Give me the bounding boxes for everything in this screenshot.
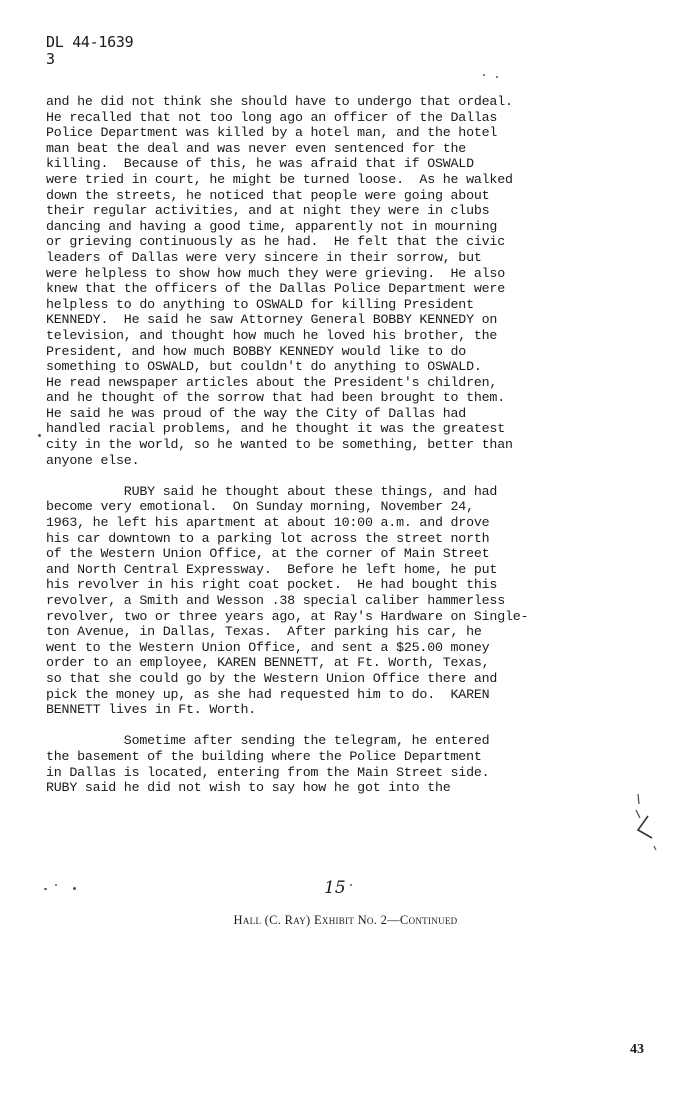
- file-number: DL 44-1639: [46, 33, 134, 51]
- scan-speck: [55, 884, 57, 886]
- scan-speck: [38, 434, 41, 437]
- scan-speck: [44, 888, 47, 890]
- body-paragraph: RUBY said he thought about these things, and had become very emotional. On Sunday morning, November 24, 1963, he left his apartment at about 10:00 a.m. and drove his car downtown to a parking lot across the street north of the Western Union Office, at the corner of Main Street and North Central Expressway. Before he left home, he put his revolver in his right coat pocket. He had bought this revolver, a Smith and Wesson .38 special caliber hammerless revolver, two or three years ago, at Ray's Hardware on Single- ton Avenue, in Dallas, Texas. After parking his car, he went to the Western Union Office, and sent a $25.00 money order to an employee, KAREN BENNETT, at Ft. Worth, Texas, so that she could go by the Western Union Office there and pick the money up, as she had requested him to do. KAREN BENNETT lives in Ft. Worth.: [46, 483, 529, 718]
- scan-speck: [350, 884, 352, 886]
- body-paragraph: Sometime after sending the telegram, he entered the basement of the building where the Police Department in Dallas is located, entering from the Main Street side. RUBY said he did not wish to say how he got into the: [46, 733, 490, 796]
- exhibit-caption: [0, 913, 691, 928]
- scan-speck: [73, 887, 76, 890]
- handwritten-page-number: 15: [324, 878, 346, 898]
- scan-speck: [483, 74, 485, 76]
- body-paragraph: and he did not think she should have to undergo that ordeal. He recalled that not too long ago an officer of the Dallas Police Department was killed by a hotel man, and the hotel man beat the deal and was never even sentenced for the killing. Because of this, he was afraid that if OSWALD were tried in court, he might be turned loose. As he walked down the streets, he noticed that people were going about their regular activities, and at night they were in clubs dancing and having a good time, apparently not in mourning or grieving continuously as he had. He felt that the civic leaders of Dallas were very sincere in their sorrow, but were helpless to show how much they were grieving. He also knew that the officers of the Dallas Police Department were helpless to do anything to OSWALD for killing President KENNEDY. He said he saw Attorney General BOBBY KENNEDY on television, and thought how much he loved his brother, the President, and how much BOBBY KENNEDY would like to do something to OSWALD, but couldn't do anything to OSWALD. He read newspaper articles about the President's children, and he thought of the sorrow that had been brought to them. He said he was proud of the way the City of Dallas had handled racial problems, and he thought it was the greatest city in the world, so he wanted to be something, better than anyone else.: [46, 94, 513, 468]
- folio-number: 43: [630, 1042, 644, 1057]
- scan-speck: [496, 76, 498, 78]
- exhibit-caption-name: Hall (C. Ray): [233, 913, 311, 927]
- margin-pencil-mark: [626, 790, 662, 860]
- document-body: [46, 94, 606, 796]
- exhibit-caption-rest: Exhibit No. 2—Continued: [313, 913, 458, 927]
- page-sequence-number: 3: [46, 50, 56, 68]
